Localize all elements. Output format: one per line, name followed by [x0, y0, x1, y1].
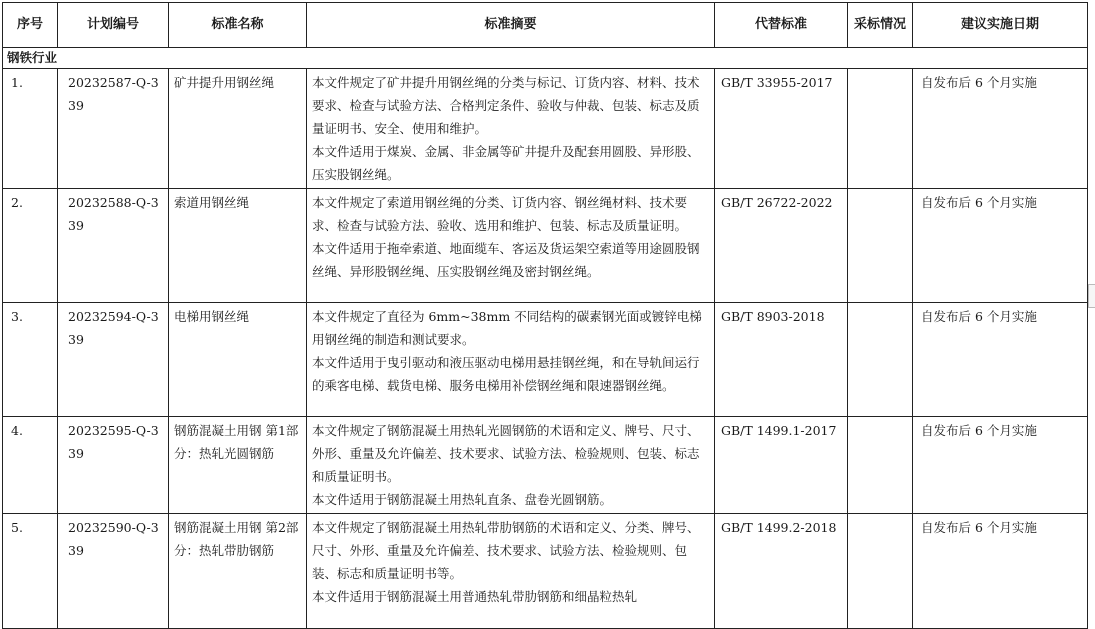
- row-impl-date: 自发布后 6 个月实施: [913, 69, 1088, 189]
- table-row: [3, 69, 1088, 189]
- row-adoption: [848, 69, 913, 189]
- row-summary-scope: 本文件规定了钢筋混凝土用热轧带肋钢筋的术语和定义、分类、牌号、尺寸、外形、重量及允许偏差、技术要求、试验方法、检验规则、包装、标志和质量证明书等。: [312, 520, 700, 581]
- header-replaces: 代替标准: [715, 3, 848, 48]
- row-name: 电梯用钢丝绳: [169, 303, 307, 417]
- table-row: [3, 514, 1088, 629]
- row-replaces: GB/T 33955-2017: [715, 69, 848, 189]
- row-replaces: GB/T 8903-2018: [715, 303, 848, 417]
- row-seq: 2.: [3, 189, 58, 303]
- row-adoption: [848, 303, 913, 417]
- row-summary-applicability: 本文件适用于拖牵索道、地面缆车、客运及货运架空索道等用途圆股钢丝绳、异形股钢丝绳、压实股钢丝绳及密封钢丝绳。: [312, 241, 700, 279]
- header-adoption: 采标情况: [848, 3, 913, 48]
- row-summary-applicability: 本文件适用于曳引驱动和液压驱动电梯用悬挂钢丝绳，和在导轨间运行的乘客电梯、载货电梯、服务电梯用补偿钢丝绳和限速器钢丝绳。: [312, 355, 700, 393]
- row-seq: 3.: [3, 303, 58, 417]
- standards-table: [2, 2, 1088, 629]
- row-adoption: [848, 514, 913, 629]
- row-adoption: [848, 189, 913, 303]
- row-summary: [307, 417, 715, 514]
- row-plan-no: 20232588-Q-339: [58, 189, 169, 303]
- header-impl-date: 建议实施日期: [913, 3, 1088, 48]
- row-impl-date: 自发布后 6 个月实施: [913, 303, 1088, 417]
- table-row: [3, 417, 1088, 514]
- row-summary-scope: 本文件规定了钢筋混凝土用热轧光圆钢筋的术语和定义、牌号、尺寸、外形、重量及允许偏差、技术要求、试验方法、检验规则、包装、标志和质量证明书。: [312, 423, 700, 484]
- sector-label: 钢铁行业: [3, 48, 1088, 69]
- row-replaces: GB/T 1499.2-2018: [715, 514, 848, 629]
- row-seq: 5.: [3, 514, 58, 629]
- row-name: 钢筋混凝土用钢 第1部分：热轧光圆钢筋: [169, 417, 307, 514]
- header-plan-no: 计划编号: [58, 3, 169, 48]
- row-plan-no: 20232594-Q-339: [58, 303, 169, 417]
- row-impl-date: 自发布后 6 个月实施: [913, 189, 1088, 303]
- row-name: 矿井提升用钢丝绳: [169, 69, 307, 189]
- row-adoption: [848, 417, 913, 514]
- row-name: 索道用钢丝绳: [169, 189, 307, 303]
- header-summary: 标准摘要: [307, 3, 715, 48]
- row-summary-scope: 本文件规定了索道用钢丝绳的分类、订货内容、钢丝绳材料、技术要求、检查与试验方法、验收、选用和维护、包装、标志及质量证明。: [312, 195, 688, 233]
- table-row: [3, 303, 1088, 417]
- row-impl-date: 自发布后 6 个月实施: [913, 417, 1088, 514]
- row-seq: 1.: [3, 69, 58, 189]
- row-name: 钢筋混凝土用钢 第2部分：热轧带肋钢筋: [169, 514, 307, 629]
- row-plan-no: 20232595-Q-339: [58, 417, 169, 514]
- header-seq: 序号: [3, 3, 58, 48]
- row-summary: [307, 69, 715, 189]
- row-impl-date: 自发布后 6 个月实施: [913, 514, 1088, 629]
- row-summary-applicability: 本文件适用于钢筋混凝土用热轧直条、盘卷光圆钢筋。: [312, 492, 613, 507]
- row-summary-applicability: 本文件适用于钢筋混凝土用普通热轧带肋钢筋和细晶粒热轧: [312, 589, 638, 604]
- row-summary: [307, 303, 715, 417]
- table-row: [3, 189, 1088, 303]
- header-row: [3, 3, 1088, 48]
- scrollbar-handle[interactable]: [1088, 284, 1095, 308]
- row-summary: [307, 189, 715, 303]
- row-plan-no: 20232590-Q-339: [58, 514, 169, 629]
- row-plan-no: 20232587-Q-339: [58, 69, 169, 189]
- row-replaces: GB/T 1499.1-2017: [715, 417, 848, 514]
- row-summary-scope: 本文件规定了直径为 6mm~38mm 不同结构的碳素钢光面或镀锌电梯用钢丝绳的制造和测试要求。: [312, 309, 702, 347]
- row-summary-scope: 本文件规定了矿井提升用钢丝绳的分类与标记、订货内容、材料、技术要求、检查与试验方法、合格判定条件、验收与仲裁、包装、标志及质量证明书、安全、使用和维护。: [312, 75, 700, 136]
- sector-row: [3, 48, 1088, 69]
- row-seq: 4.: [3, 417, 58, 514]
- row-replaces: GB/T 26722-2022: [715, 189, 848, 303]
- header-name: 标准名称: [169, 3, 307, 48]
- row-summary: [307, 514, 715, 629]
- row-summary-applicability: 本文件适用于煤炭、金属、非金属等矿井提升及配套用圆股、异形股、压实股钢丝绳。: [312, 144, 700, 182]
